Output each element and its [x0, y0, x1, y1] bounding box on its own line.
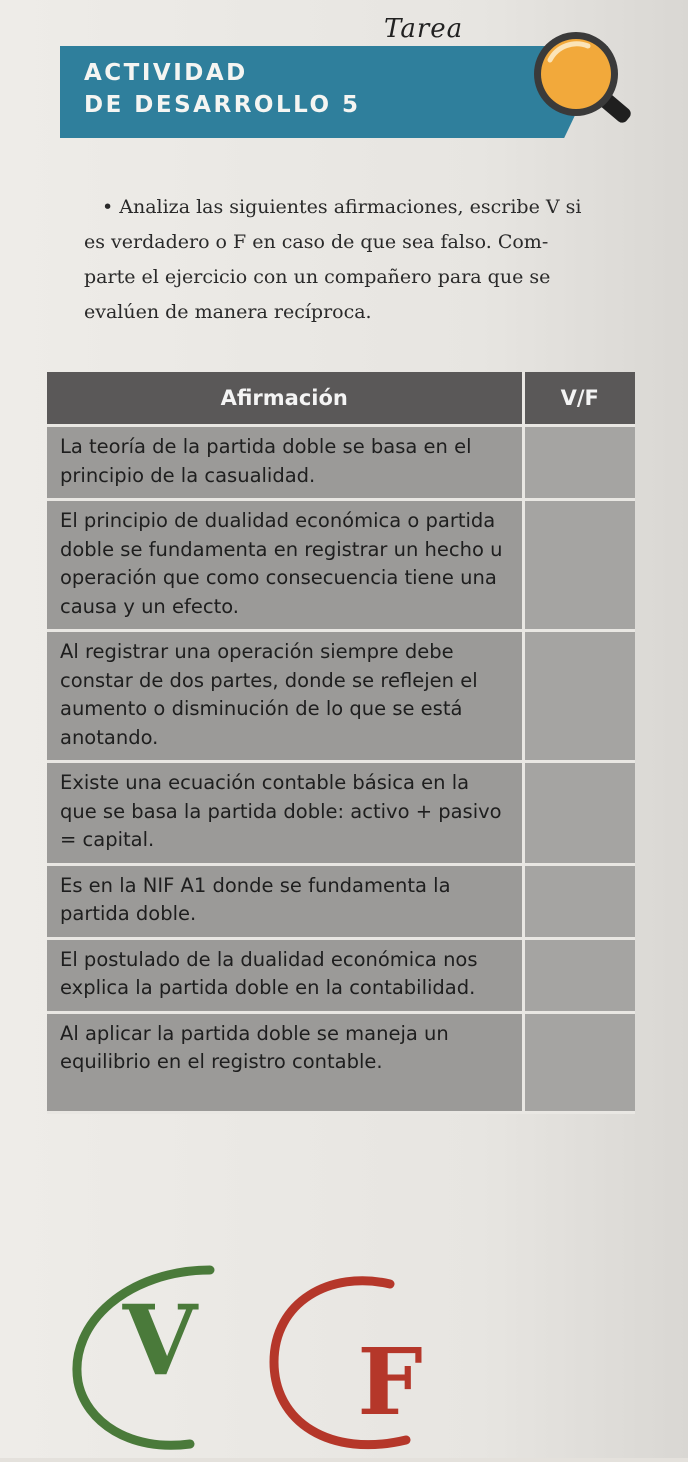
table-row: [47, 426, 635, 500]
answer-cell[interactable]: [523, 864, 635, 938]
v-badge-icon: [77, 1270, 210, 1445]
banner-title-line1: ACTIVIDAD: [84, 60, 248, 86]
answer-cell[interactable]: [523, 631, 635, 762]
answer-cell[interactable]: [523, 762, 635, 865]
handwritten-note: Tarea: [384, 14, 464, 44]
header-answer: V/F: [523, 372, 635, 426]
true-false-table: [47, 372, 635, 1114]
statement-cell: Al registrar una operación siempre debe constar de dos partes, donde se reflejen el aumento o disminución de lo que se está anotando.: [47, 631, 523, 762]
instruction-line: es verdadero o F en caso de que sea falso. Com-: [84, 231, 549, 253]
f-letter: F: [357, 1328, 423, 1436]
table-row: [47, 500, 635, 631]
instruction-line: • Analiza las siguientes afirmaciones, escribe V si: [102, 196, 582, 218]
answer-cell[interactable]: [523, 426, 635, 500]
table-row: [47, 762, 635, 865]
magnifier-icon: [528, 26, 638, 136]
f-badge-icon: [274, 1281, 423, 1445]
header-statement: Afirmación: [47, 372, 523, 426]
statement-cell: Es en la NIF A1 donde se fundamenta la partida doble.: [47, 864, 523, 938]
instruction-line: parte el ejercicio con un compañero para que se: [84, 266, 551, 288]
table-row: [47, 631, 635, 762]
v-letter: V: [122, 1284, 198, 1397]
statement-cell: El principio de dualidad económica o partida doble se fundamenta en registrar un hecho u operación que como consecuencia tiene una causa y un efecto.: [47, 500, 523, 631]
statement-cell: Al aplicar la partida doble se maneja un equilibrio en el registro contable.: [47, 1012, 523, 1112]
table-header-row: [47, 372, 635, 426]
instructions: [84, 190, 632, 330]
statement-cell: Existe una ecuación contable básica en la que se basa la partida doble: activo + pasivo = capital.: [47, 762, 523, 865]
statement-cell: La teoría de la partida doble se basa en el principio de la casualidad.: [47, 426, 523, 500]
banner-title-line2: DE DESARROLLO 5: [84, 92, 361, 118]
table-row: [47, 938, 635, 1012]
answer-cell[interactable]: [523, 938, 635, 1012]
answer-cell[interactable]: [523, 1012, 635, 1112]
statement-cell: El postulado de la dualidad económica nos explica la partida doble en la contabilidad.: [47, 938, 523, 1012]
answer-cell[interactable]: [523, 500, 635, 631]
table-row: [47, 1012, 635, 1112]
vf-badges: [60, 1262, 460, 1458]
instruction-line: evalúen de manera recíproca.: [84, 301, 372, 323]
table-row: [47, 864, 635, 938]
